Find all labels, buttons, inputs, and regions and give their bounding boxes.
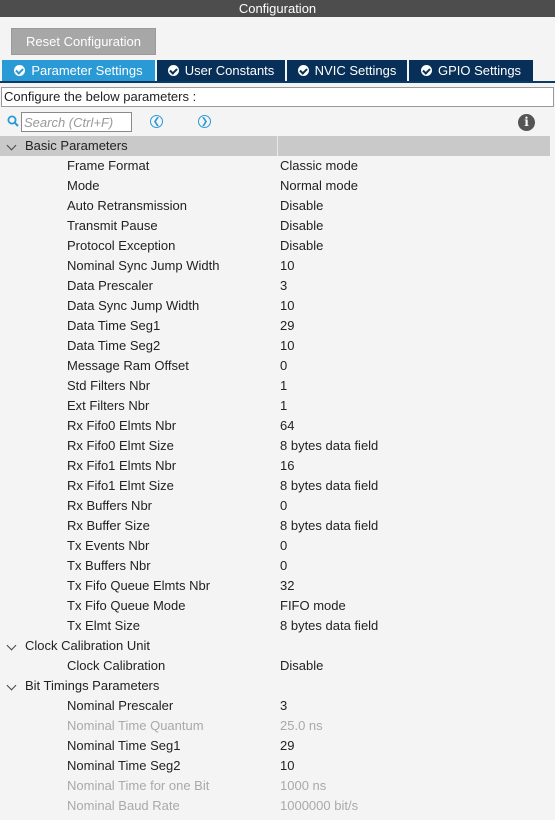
parameter-row[interactable] [0, 376, 555, 396]
parameter-row[interactable] [0, 436, 555, 456]
parameter-row [0, 796, 555, 816]
check-circle-icon [421, 65, 432, 76]
parameter-name: Tx Fifo Queue Mode [67, 598, 186, 613]
tab-user-constants[interactable] [157, 60, 285, 81]
parameter-row[interactable] [0, 396, 555, 416]
tab-label: User Constants [184, 63, 275, 78]
parameter-name: Message Ram Offset [67, 358, 189, 373]
parameter-row[interactable] [0, 736, 555, 756]
check-circle-icon [298, 65, 309, 76]
tab-label: GPIO Settings [437, 63, 522, 78]
parameter-value[interactable]: 8 bytes data field [280, 618, 379, 633]
parameter-row[interactable] [0, 236, 555, 256]
parameter-row[interactable] [0, 316, 555, 336]
parameter-name: Nominal Baud Rate [67, 798, 180, 813]
parameter-value[interactable]: Classic mode [280, 158, 359, 173]
parameter-name: Tx Events Nbr [67, 538, 150, 553]
section-title: Bit Timings Parameters [25, 678, 160, 693]
parameter-value[interactable]: Disable [280, 658, 324, 673]
parameter-value[interactable]: 10 [280, 258, 295, 273]
parameter-value[interactable]: 3 [280, 278, 288, 293]
chevron-down-icon[interactable] [7, 681, 17, 691]
parameter-value[interactable]: 8 bytes data field [280, 438, 379, 453]
parameter-name: Data Sync Jump Width [67, 298, 200, 313]
parameter-row[interactable] [0, 516, 555, 536]
parameter-name: Nominal Time Quantum [67, 718, 204, 733]
search-icon[interactable] [7, 115, 19, 127]
parameter-name: Auto Retransmission [67, 198, 187, 213]
parameter-value[interactable]: 64 [280, 418, 295, 433]
parameter-row[interactable] [0, 416, 555, 436]
parameter-value[interactable]: 32 [280, 578, 295, 593]
parameter-value[interactable]: 1 [280, 378, 288, 393]
parameter-row[interactable] [0, 176, 555, 196]
parameter-row[interactable] [0, 596, 555, 616]
tab-label: Parameter Settings [31, 63, 143, 78]
parameter-name: Data Time Seg1 [67, 318, 161, 333]
reset-configuration-button[interactable]: Reset Configuration [11, 28, 156, 55]
parameter-name: Data Prescaler [67, 278, 153, 293]
parameter-name: Frame Format [67, 158, 150, 173]
parameter-name: Nominal Prescaler [67, 698, 174, 713]
tab-gpio-settings[interactable] [409, 60, 533, 81]
parameter-row[interactable] [0, 276, 555, 296]
parameter-value[interactable]: FIFO mode [280, 598, 346, 613]
parameter-name: Rx Buffer Size [67, 518, 150, 533]
section-title: Basic Parameters [25, 138, 128, 153]
parameter-row[interactable] [0, 576, 555, 596]
parameter-name: Std Filters Nbr [67, 378, 151, 393]
parameter-value[interactable]: 29 [280, 738, 295, 753]
parameter-value[interactable]: 0 [280, 558, 288, 573]
parameter-value[interactable]: Disable [280, 238, 324, 253]
info-icon[interactable]: i [518, 114, 535, 131]
parameter-row[interactable] [0, 476, 555, 496]
parameter-name: Rx Buffers Nbr [67, 498, 153, 513]
parameter-row[interactable] [0, 356, 555, 376]
parameter-name: Nominal Time Seg1 [67, 738, 181, 753]
column-divider [277, 136, 278, 156]
tab-bar [0, 60, 555, 83]
toolbar [0, 17, 555, 62]
parameter-value[interactable]: 0 [280, 538, 288, 553]
parameter-row[interactable] [0, 756, 555, 776]
parameter-name: Transmit Pause [67, 218, 158, 233]
parameter-name: Tx Elmt Size [67, 618, 140, 633]
search-input[interactable] [21, 112, 132, 132]
search-bar [0, 111, 555, 133]
parameter-value[interactable]: 29 [280, 318, 295, 333]
parameter-row[interactable] [0, 556, 555, 576]
parameter-row[interactable] [0, 336, 555, 356]
parameter-value[interactable]: Disable [280, 218, 324, 233]
parameter-name: Nominal Time Seg2 [67, 758, 181, 773]
parameter-value[interactable]: 1 [280, 398, 288, 413]
section-header[interactable] [0, 676, 555, 696]
parameter-row[interactable] [0, 656, 555, 676]
parameter-name: Rx Fifo0 Elmt Size [67, 438, 174, 453]
check-circle-icon [168, 65, 179, 76]
parameter-row[interactable] [0, 256, 555, 276]
parameter-row [0, 776, 555, 796]
parameter-value[interactable]: 0 [280, 498, 288, 513]
parameter-row [0, 716, 555, 736]
parameter-row[interactable] [0, 496, 555, 516]
parameter-name: Data Time Seg2 [67, 338, 161, 353]
parameter-name: Clock Calibration [67, 658, 166, 673]
parameter-value[interactable]: 10 [280, 758, 295, 773]
section-title: Clock Calibration Unit [25, 638, 150, 653]
parameter-value[interactable]: 10 [280, 338, 295, 353]
parameter-value: 1000000 bit/s [280, 798, 359, 813]
parameter-name: Rx Fifo0 Elmts Nbr [67, 418, 177, 433]
parameter-grid [0, 136, 555, 816]
parameter-name: Mode [67, 178, 100, 193]
chevron-down-icon[interactable] [7, 141, 17, 151]
parameter-value[interactable]: Disable [280, 198, 324, 213]
section-header[interactable] [0, 136, 550, 156]
parameter-name: Rx Fifo1 Elmt Size [67, 478, 174, 493]
parameter-value[interactable]: 8 bytes data field [280, 478, 379, 493]
parameter-name: Ext Filters Nbr [67, 398, 150, 413]
parameter-row[interactable] [0, 536, 555, 556]
parameter-value[interactable]: Normal mode [280, 178, 359, 193]
parameter-row[interactable] [0, 296, 555, 316]
check-circle-icon [14, 65, 25, 76]
chevron-left-circle-icon[interactable]: ❮ [150, 115, 163, 128]
parameter-value[interactable]: 10 [280, 298, 295, 313]
parameter-row[interactable] [0, 196, 555, 216]
tab-nvic-settings[interactable] [287, 60, 407, 81]
tab-label: NVIC Settings [314, 63, 397, 78]
tab-parameter-settings[interactable] [2, 60, 155, 81]
instructions-text: Configure the below parameters : [1, 87, 554, 107]
parameter-value[interactable]: 16 [280, 458, 295, 473]
parameter-value[interactable]: 0 [280, 358, 288, 373]
window-title: Configuration [0, 0, 555, 17]
parameter-value[interactable]: 8 bytes data field [280, 518, 379, 533]
parameter-row[interactable] [0, 156, 555, 176]
parameter-value: 1000 ns [280, 778, 327, 793]
parameter-row[interactable] [0, 456, 555, 476]
chevron-right-circle-icon[interactable]: ❯ [198, 115, 211, 128]
parameter-name: Tx Buffers Nbr [67, 558, 151, 573]
chevron-down-icon[interactable] [7, 641, 17, 651]
parameter-value: 25.0 ns [280, 718, 323, 733]
parameter-row[interactable] [0, 216, 555, 236]
parameter-value[interactable]: 3 [280, 698, 288, 713]
parameter-name: Nominal Sync Jump Width [67, 258, 220, 273]
section-header[interactable] [0, 636, 555, 656]
parameter-name: Rx Fifo1 Elmts Nbr [67, 458, 177, 473]
parameter-name: Protocol Exception [67, 238, 176, 253]
parameter-name: Nominal Time for one Bit [67, 778, 210, 793]
parameter-row[interactable] [0, 696, 555, 716]
parameter-name: Tx Fifo Queue Elmts Nbr [67, 578, 211, 593]
parameter-row[interactable] [0, 616, 555, 636]
